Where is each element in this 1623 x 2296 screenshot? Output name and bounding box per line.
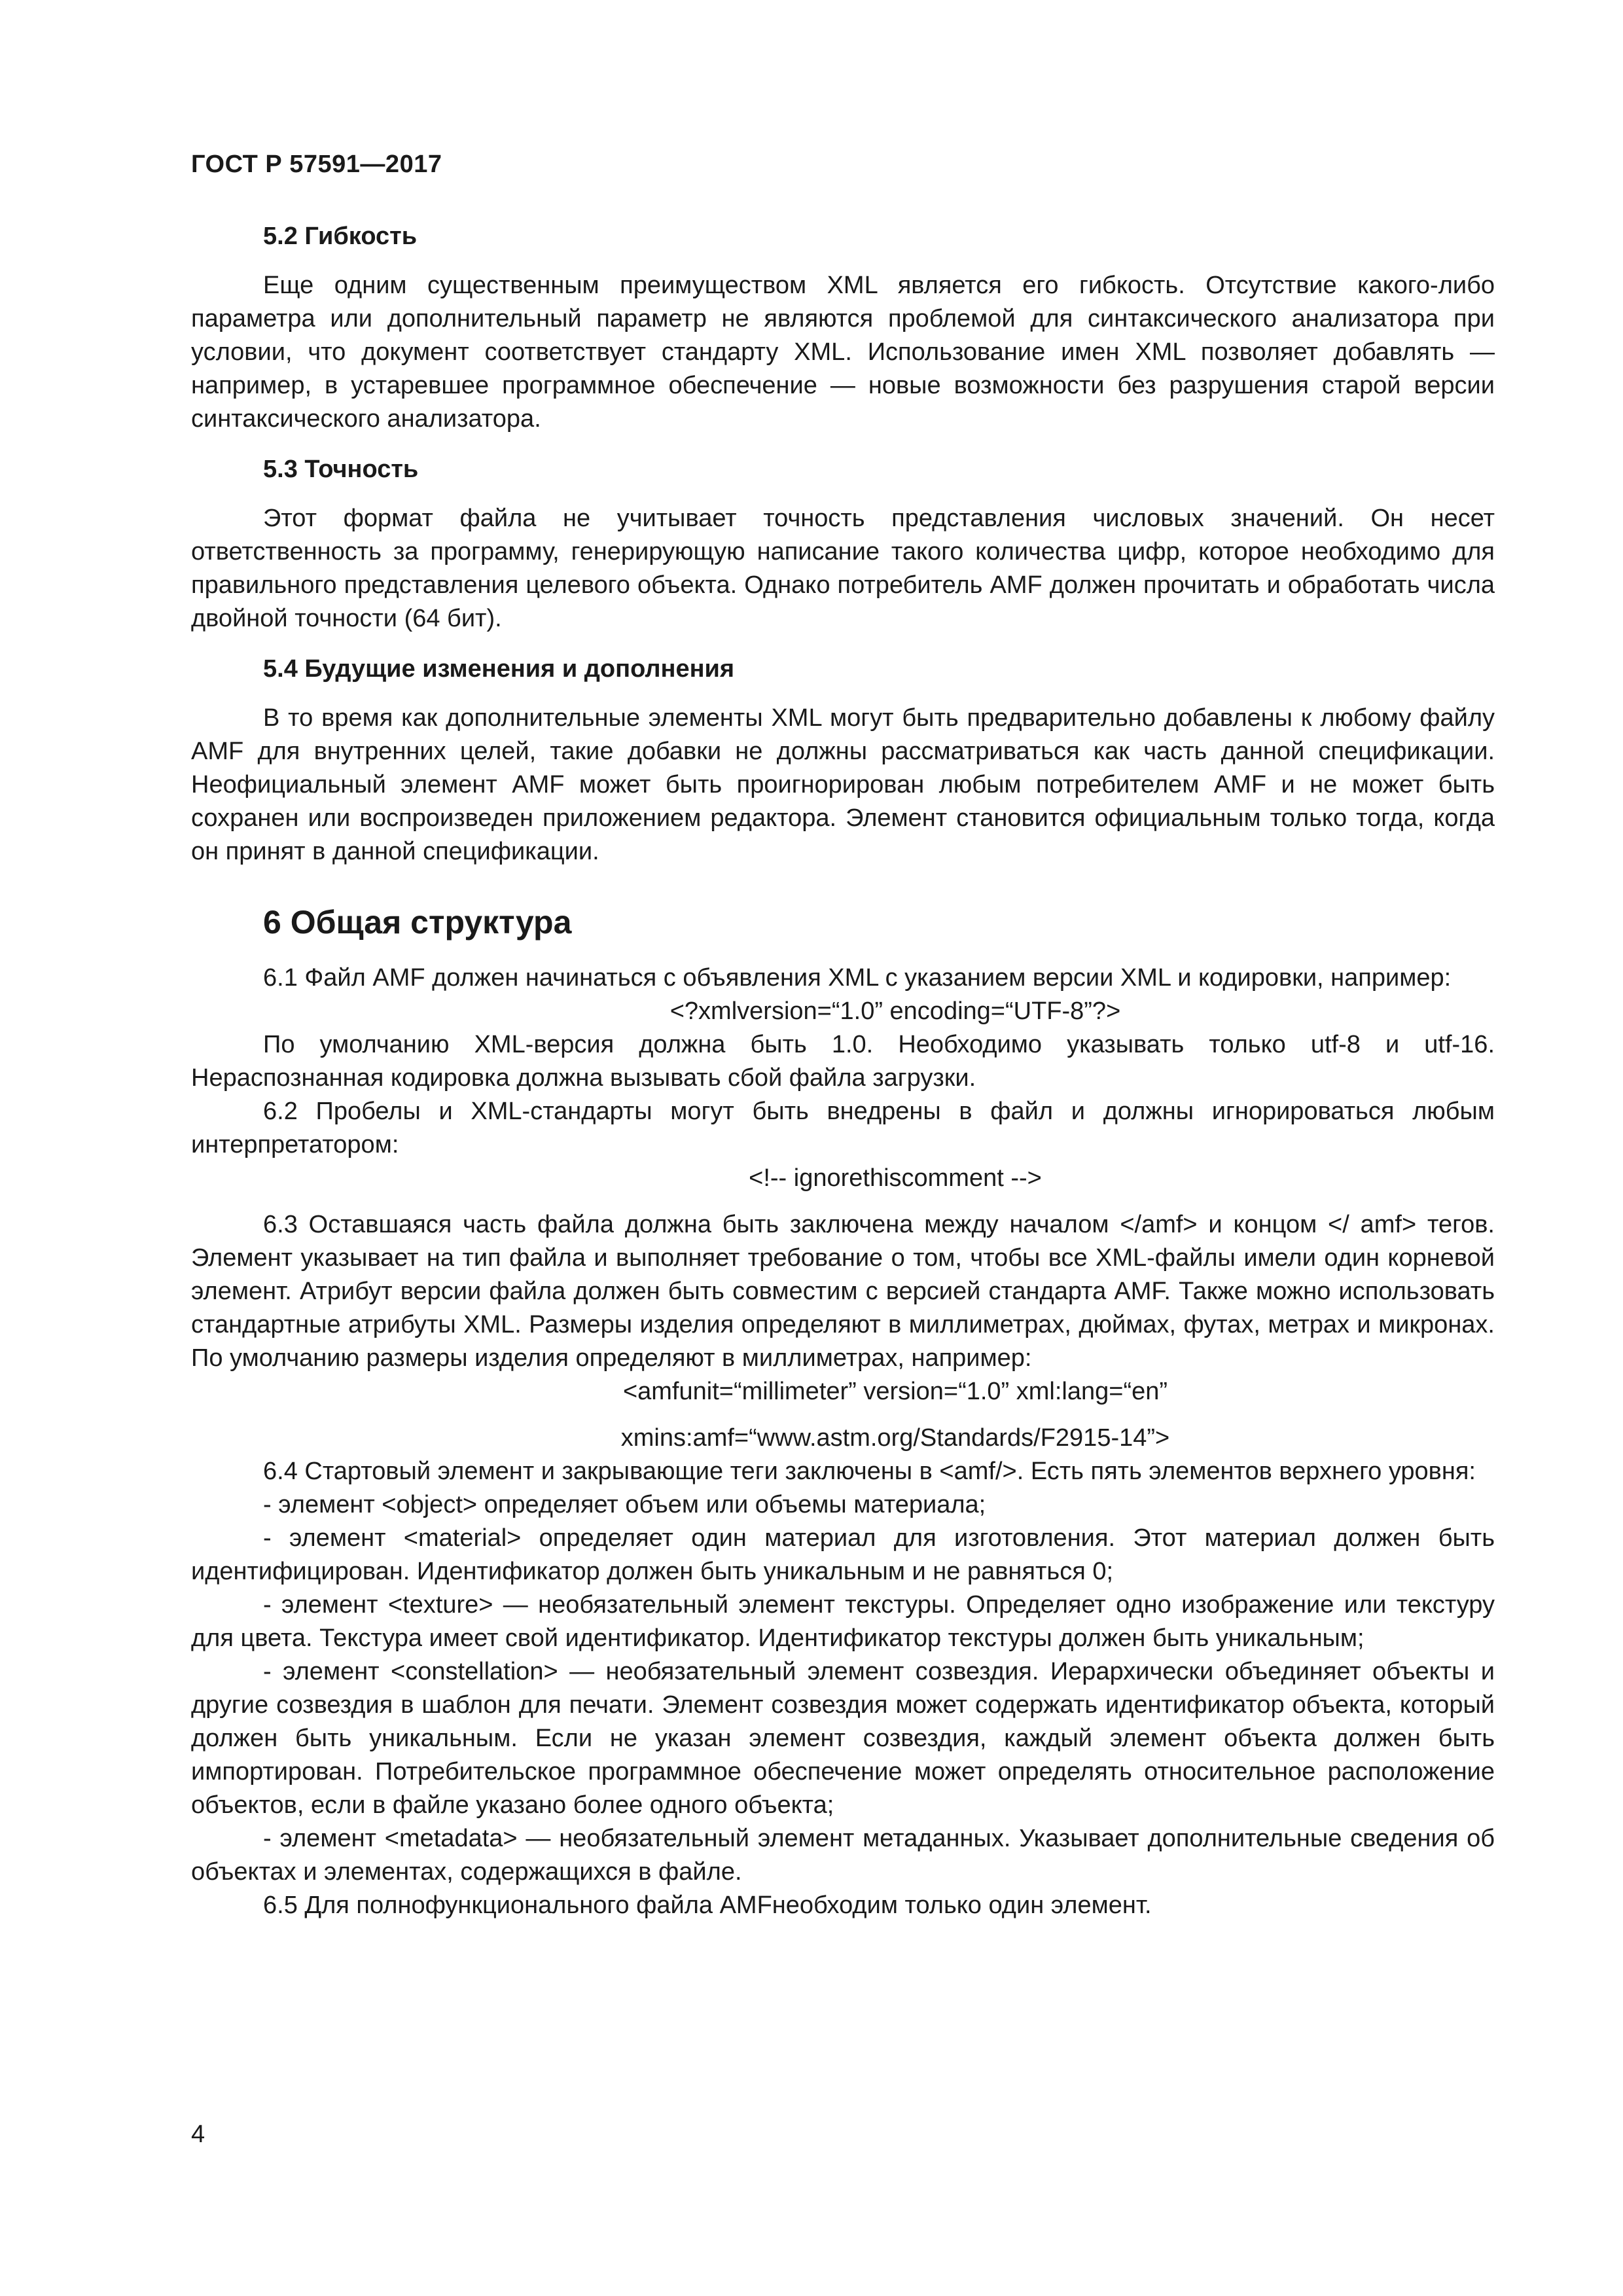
page-header-standard: ГОСТ Р 57591—2017 <box>191 151 442 178</box>
paragraph-6-1: 6.1 Файл AMF должен начинаться с объявления XML с указанием версии XML и кодировки, например: <box>263 964 1452 992</box>
paragraph-5-3: Этот формат файла не учитывает точность представления числовых значений. Он несет ответственность за программу, генерирующую написание такого количества цифр, которое необходимо для правильного представления целевого объекта. Однако потребитель AMF должен прочитать и обработать числа двойной точности (64 бит). <box>191 505 1495 632</box>
list-item-metadata: - элемент <metadata> — необязательный элемент метаданных. Указывает дополнительные сведения об объектах и элементах, содержащихся в файле. <box>191 1825 1495 1886</box>
heading-5-2: 5.2 Гибкость <box>263 223 418 250</box>
heading-5-4: 5.4 Будущие изменения и дополнения <box>263 655 735 683</box>
list-item-object: - элемент <object> определяет объем или объемы материала; <box>263 1491 986 1518</box>
heading-5-3: 5.3 Точность <box>263 456 419 483</box>
list-item-material: - элемент <material> определяет один материал для изготовления. Этот материал должен быть идентифицирован. Идентификатор должен быть уникальным и не равняться 0; <box>191 1524 1495 1585</box>
paragraph-5-2: Еще одним существенным преимуществом XML является его гибкость. Отсутствие какого-либо параметра или дополнительный параметр не являются проблемой для синтаксического анализатора при условии, что документ соответствует стандарту XML. Использование имен XML позволяет добавлять — например, в устаревшее программное обеспечение — новые возможности без разрушения старой версии синтаксического анализатора. <box>191 272 1495 433</box>
page-content <box>191 220 1495 1922</box>
section-heading-6: 6 Общая структура <box>263 904 572 941</box>
paragraph-6-4: 6.4 Стартовый элемент и закрывающие теги заключены в <amf/>. Есть пять элементов верхнего уровня: <box>263 1458 1476 1485</box>
code-amf-unit-line-1: <amfunit=“millimeter” version=“1.0” xml:lang=“en” <box>622 1378 1168 1405</box>
code-amf-unit-line-2: xmins:amf=“www.astm.org/Standards/F2915-14”> <box>620 1424 1170 1452</box>
code-xml-declaration: <?xmlversion=“1.0” encoding=“UTF-8”?> <box>669 997 1121 1025</box>
paragraph-6-2: 6.2 Пробелы и XML-стандарты могут быть внедрены в файл и должны игнорироваться любым интерпретатором: <box>191 1098 1495 1158</box>
paragraph-5-4: В то время как дополнительные элементы XML могут быть предварительно добавлены к любому файлу AMF для внутренних целей, такие добавки не должны рассматриваться как часть данной спецификации. Неофициальный элемент AMF может быть проигнорирован любым потребителем AMF и не может быть сохранен или воспроизведен приложением редактора. Элемент становится официальным только тогда, когда он принят в данной спецификации. <box>191 704 1495 865</box>
list-item-constellation: - элемент <constellation> — необязательный элемент созвездия. Иерархически объединяет объекты и другие созвездия в шаблон для печати. Элемент созвездия может содержать идентификатор объекта, который должен быть уникальным. Если не указан элемент созвездия, каждый элемент объекта должен быть импортирован. Потребительское программное обеспечение может определять относительное расположение объектов, если в файле указано более одного объекта; <box>191 1658 1495 1819</box>
list-item-texture: - элемент <texture> — необязательный элемент текстуры. Определяет одно изображение или текстуру для цвета. Текстура имеет свой идентификатор. Идентификатор текстуры должен быть уникальным; <box>191 1591 1495 1652</box>
paragraph-6-1-default-version: По умолчанию XML-версия должна быть 1.0. Необходимо указывать только utf-8 и utf-16. Нераспознанная кодировка должна вызывать сбой файла загрузки. <box>191 1031 1495 1092</box>
paragraph-6-5: 6.5 Для полнофункционального файла AMFнеобходим только один элемент. <box>263 1892 1152 1919</box>
page-number: 4 <box>191 2121 205 2148</box>
paragraph-6-3: 6.3 Оставшаяся часть файла должна быть заключена между началом </amf> и концом </ amf> тегов. Элемент указывает на тип файла и выполняет требование о том, чтобы все XML-файлы имели один корневой элемент. Атрибут версии файла должен быть совместим с версией стандарта AMF. Также можно использовать стандартные атрибуты XML. Размеры изделия определяют в миллиметрах, дюймах, футах, метрах и микронах. По умолчанию размеры изделия определяют в миллиметрах, например: <box>191 1211 1495 1372</box>
code-comment-example: <!-- ignorethiscomment --> <box>749 1164 1042 1192</box>
